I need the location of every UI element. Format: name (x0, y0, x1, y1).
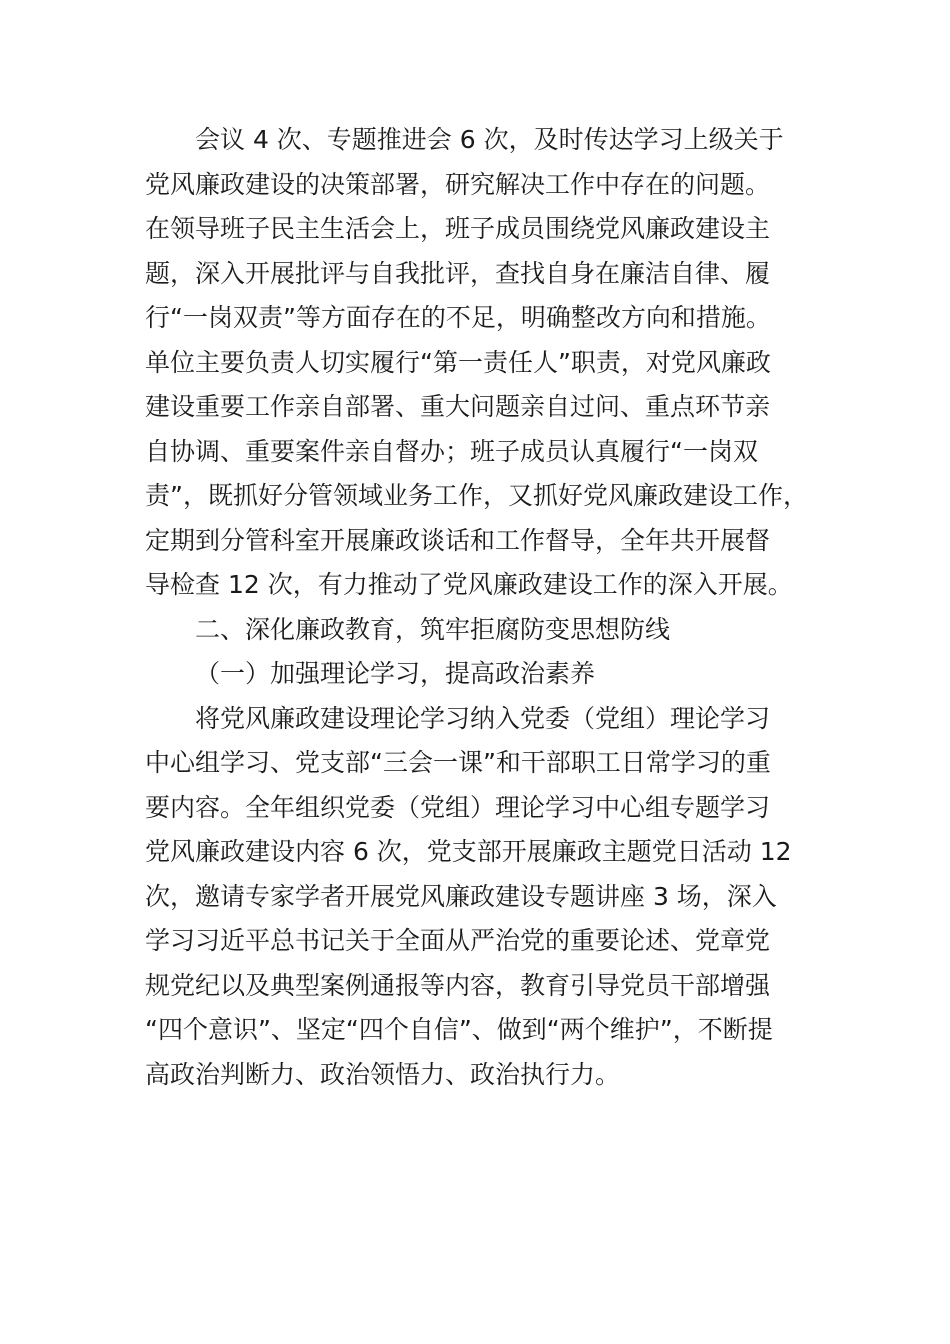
paragraph-line: 建设重要工作亲自部署、重大问题亲自过问、重点环节亲 (145, 392, 771, 421)
paragraph-line: 单位主要负责人切实履行“第一责任人”职责，对党风廉政 (145, 347, 771, 377)
paragraph-line: 会议 4 次、专题推进会 6 次，及时传达学习上级关于 (195, 125, 784, 154)
paragraph-line: 高政治判断力、政治领悟力、政治执行力。 (145, 1059, 621, 1089)
paragraph-line: 将党风廉政建设理论学习纳入党委（党组）理论学习 (195, 703, 771, 733)
paragraph-line: 行“一岗双责”等方面存在的不足，明确整改方向和措施。 (145, 303, 771, 332)
paragraph-line: 责”，既抓好分管领域业务工作，又抓好党风廉政建设工作， (145, 481, 808, 510)
document-body (145, 118, 815, 1097)
paragraph-line: 学习习近平总书记关于全面从严治党的重要论述、党章党 (145, 926, 771, 955)
paragraph-line: 党风廉政建设内容 6 次，党支部开展廉政主题党日活动 12 (145, 837, 792, 866)
paragraph-line: “四个意识”、坚定“四个自信”、做到“两个维护”，不断提 (145, 1015, 773, 1044)
paragraph-line: 规党纪以及典型案例通报等内容，教育引导党员干部增强 (145, 970, 771, 1000)
paragraph-line: 定期到分管科室开展廉政谈话和工作督导，全年共开展督 (145, 525, 771, 555)
paragraph-line: 中心组学习、党支部“三会一课”和干部职工日常学习的重 (145, 748, 771, 777)
section-heading: 二、深化廉政教育，筑牢拒腐防变思想防线 (195, 614, 671, 644)
paragraph-line: 次，邀请专家学者开展党风廉政建设专题讲座 3 场，深入 (145, 881, 777, 911)
paragraph-line: 要内容。全年组织党委（党组）理论学习中心组专题学习 (145, 792, 771, 822)
paragraph-line: 自协调、重要案件亲自督办；班子成员认真履行“一岗双 (145, 436, 758, 466)
paragraph-line: 导检查 12 次，有力推动了党风廉政建设工作的深入开展。 (145, 570, 793, 599)
paragraph-line: 在领导班子民主生活会上，班子成员围绕党风廉政建设主 (145, 214, 771, 243)
subsection-heading: （一）加强理论学习，提高政治素养 (195, 659, 596, 688)
paragraph-line: 党风廉政建设的决策部署，研究解决工作中存在的问题。 (145, 169, 771, 199)
paragraph-line: 题，深入开展批评与自我批评，查找自身在廉洁自律、履 (145, 258, 771, 288)
